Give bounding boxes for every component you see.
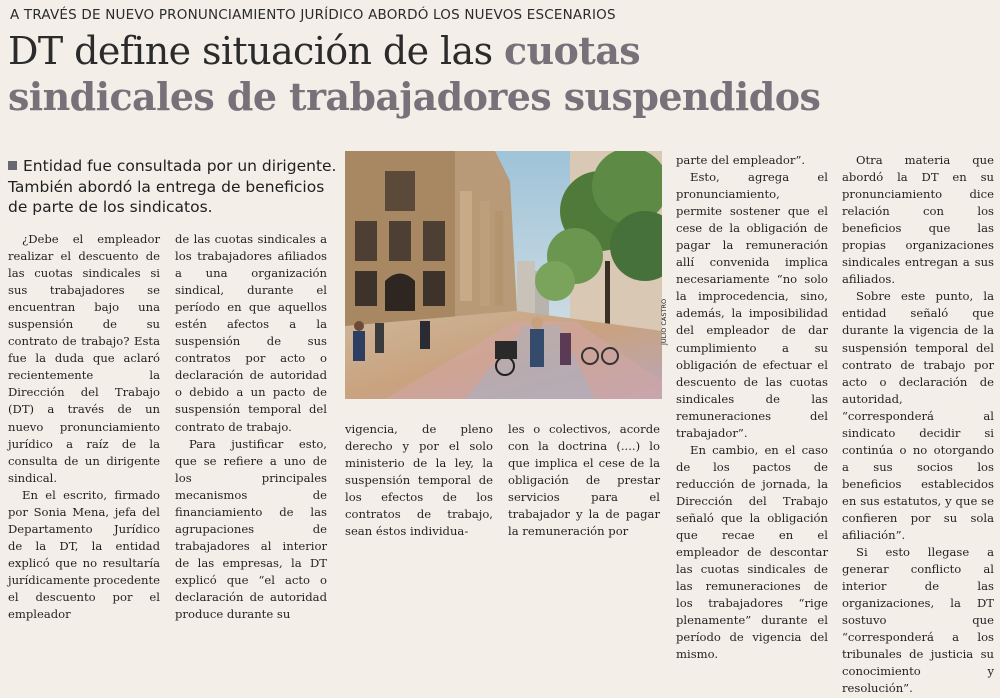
paragraph: Para justificar esto, que se refiere a uno de los principales mecanismos de financiamiento de las agrupaciones de trabajadores al interior de las empresas, la DT explicó que “el acto o declaración de autoridad produce durante su bbox=[175, 436, 327, 622]
headline bbox=[8, 28, 998, 120]
headline-main: DT define situación de las bbox=[8, 29, 504, 73]
article-column-3 bbox=[345, 421, 493, 540]
headline-highlight-2: sindicales de trabajadores suspendidos bbox=[8, 74, 821, 119]
article-column-5 bbox=[676, 152, 828, 663]
paragraph: Esto, agrega el pronunciamiento, permite sostener que el cese de la obligación de pagar la remuneración allí convenida implica necesariamente “no solo la improcedencia, sino, además, la imposibilidad del empleador de dar cumplimiento a su obligación de efectuar el descuento de las cuotas sindicales de las remuneraciones del trabajador”. bbox=[676, 170, 828, 440]
article-column-1 bbox=[8, 231, 160, 623]
photo-credit: JULIO CASTRO bbox=[660, 298, 668, 345]
street-photo bbox=[345, 151, 662, 399]
lead-line-3: de parte de los sindicatos. bbox=[8, 198, 213, 216]
paragraph: Sobre este punto, la entidad señaló que durante la vigencia de la suspensión temporal del contrato de trabajo por acto o declaración de autoridad, “corresponderá al sindicato decidir si continúa o no otorgando a sus socios los beneficios establecidos en sus estatutos, y que se confieren por su sola afiliación”. bbox=[842, 289, 994, 543]
paragraph: En el escrito, firmado por Sonia Mena, jefa del Departamento Jurídico de la DT, la entidad explicó que no resultaría jurídicamente procedente el descuento por el empleador bbox=[8, 487, 160, 622]
paragraph: parte del empleador”. bbox=[676, 153, 806, 167]
paragraph: Si esto llegase a generar conflicto al interior de las organizaciones, la DT sostuvo que “corresponderá a los tribunales de justicia su conocimiento y resolución”. bbox=[842, 545, 994, 696]
bullet-square-icon bbox=[8, 161, 17, 170]
paragraph: Otra materia que abordó la DT en su pronunciamiento dice relación con los beneficios que las propias organizaciones sindicales entregan a sus afiliados. bbox=[842, 153, 994, 287]
headline-highlight: cuotas bbox=[503, 28, 641, 73]
paragraph: En cambio, en el caso de los pactos de reducción de jornada, la Dirección del Trabajo señaló que la obligación que recae en el empleador de descontar las cuotas sindicales de las remuneraciones de los trabajadores “rige plenamente” durante el período de vigencia del mismo. bbox=[676, 442, 828, 662]
kicker: A TRAVÉS DE NUEVO PRONUNCIAMIENTO JURÍDICO ABORDÓ LOS NUEVOS ESCENARIOS bbox=[10, 7, 616, 23]
lead-line-2: También abordó la entrega de beneficios bbox=[8, 177, 325, 196]
article-column-2 bbox=[175, 231, 327, 623]
paragraph: les o colectivos, acorde con la doctrina (....) lo que implica el cese de la obligación de prestar servicios para el trabajador y la de pagar la remuneración por bbox=[508, 422, 660, 539]
paragraph: ¿Debe el empleador realizar el descuento de las cuotas sindicales si sus trabajadores se encuentran bajo una suspensión de su contrato de trabajo? Esta fue la duda que aclaró recientemente la Dirección del Trabajo (DT) a través de un nuevo pronunciamiento jurídico a raíz de la consulta de un dirigente sindical. bbox=[8, 232, 160, 485]
lead-line-1: Entidad fue consultada por un dirigente. bbox=[23, 157, 337, 175]
article-column-4 bbox=[508, 421, 660, 540]
paragraph: vigencia, de pleno derecho y por el solo ministerio de la ley, la suspensión temporal de los efectos de los contratos de trabajo, sean éstos individua- bbox=[345, 422, 493, 539]
lead-summary bbox=[8, 156, 338, 218]
article-column-6 bbox=[842, 152, 994, 698]
paragraph: de las cuotas sindicales a los trabajadores afiliados a una organización sindical, durante el período en que aquellos estén afectos a la suspensión de sus contratos por acto o declaración de autoridad o debido a un pacto de suspensión temporal del contrato de trabajo. bbox=[175, 232, 327, 434]
